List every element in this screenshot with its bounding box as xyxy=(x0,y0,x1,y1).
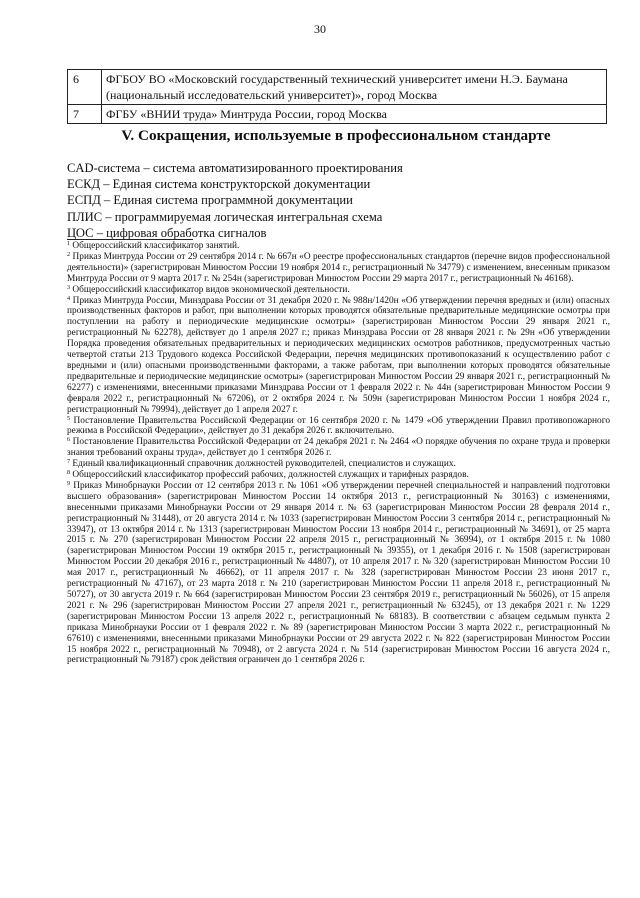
footnote xyxy=(67,459,610,470)
list-item: ПЛИС – программируемая логическая интегральная схема xyxy=(67,209,383,224)
footnote-mark: 9 xyxy=(67,479,71,487)
organization-name: ФГБОУ ВО «Московский государственный технический университет имени Н.Э. Баумана (национальный исследовательский университет)», город Москва xyxy=(102,70,607,105)
footnote xyxy=(67,437,610,459)
footnote xyxy=(67,252,610,285)
row-number: 6 xyxy=(68,70,102,105)
footnotes xyxy=(67,241,610,666)
footnote-mark: 6 xyxy=(67,436,71,444)
footnote-text: Общероссийский классификатор видов экономической деятельности. xyxy=(70,284,350,295)
page-number: 30 xyxy=(314,22,326,36)
footnote-mark: 4 xyxy=(67,294,71,302)
list-item: ЕСПД – Единая система программной документации xyxy=(67,193,353,208)
footnote-text: Общероссийский классификатор занятий. xyxy=(70,241,240,251)
footnote-mark: 3 xyxy=(67,283,71,291)
organization-name: ФГБУ «ВНИИ труда» Минтруда России, город Москва xyxy=(102,105,607,124)
list-item: ЦОС – цифровая обработка сигналов xyxy=(67,225,267,240)
footnote xyxy=(67,241,610,252)
footnote-text: Общероссийский классификатор профессий рабочих, должностей служащих и тарифных разрядов. xyxy=(70,470,469,481)
footnote-text: Приказ Минтруда России, Минздрава России от 31 декабря 2020 г. № 988н/1420н «Об утверждении перечня вредных и (или) опасных производственных факторов и работ, при выполнении которых проводятся обязательные предварительные медицинские осмотры при поступлении на работу и периодические медицинские осмотры» (зарегистрирован Минюстом России 29 января 2021 г., регистрационный № 62278), действует до 1 апреля 2027 г.; приказ Минздрава России от 28 января 2021 г. № 29н «Об утверждении Порядка проведения обязательных предварительных и периодических медицинских осмотров работников, предусмотренных частью четвертой статьи 213 Трудового кодекса Российской Федерации, перечня медицинских противопоказаний к осуществлению работ с вредными и (или) опасными производственными факторами, а также работам, при выполнении которых проводятся обязательные предварительные и периодические медицинские осмотры» (зарегистрирован Минюстом России 29 января 2021 г., регистрационный № 62277) с изменениями, внесенными приказами Минздрава России от 1 февраля 2022 г. № 44н (зарегистрирован Минюстом России 9 февраля 2022 г., регистрационный № 67206), от 2 октября 2024 г. № 509н (зарегистрирован Минюстом России 1 ноября 2024 г., регистрационный № 79994), действует до 1 апреля 2027 г. xyxy=(67,295,610,415)
footnote-text: Единый квалификационный справочник должностей руководителей, специалистов и служащих. xyxy=(70,459,456,470)
footnote-divider xyxy=(67,239,193,240)
list-item: CAD-система – система автоматизированного проектирования xyxy=(67,161,403,175)
footnote xyxy=(67,296,610,416)
footnote-mark: 5 xyxy=(67,414,71,422)
footnote xyxy=(67,416,610,438)
footnote-text: Приказ Минтруда России от 29 сентября 2014 г. № 667н «О реестре профессиональных стандартов (перечне видов профессиональной деятельности)» (зарегистрирован Минюстом России 19 ноября 2014 г., регистрационный № 34779) с изменением, внесенным приказом Минтруда России от 9 марта 2017 г. № 254н (зарегистрирован Минюстом России 29 марта 2017 г., регистрационный № 46168). xyxy=(67,251,610,284)
footnote-text: Приказ Минобрнауки России от 12 сентября 2013 г. № 1061 «Об утверждении перечней специальностей и направлений подготовки высшего образования» (зарегистрирован Минюстом России 14 октября 2013 г., регистрационный № 30163) с изменениями, внесенными приказами Минобрнауки России от 29 января 2014 г. № 63 (зарегистрирован Минюстом России 28 февраля 2014 г., регистрационный № 31448), от 20 августа 2014 г. № 1033 (зарегистрирован Минюстом России 3 сентября 2014 г., регистрационный № 33947), от 13 октября 2014 г. № 1313 (зарегистрирован Минюстом России 13 ноября 2014 г., регистрационный № 34691), от 25 марта 2015 г. № 270 (зарегистрирован Минюстом России 22 апреля 2015 г., регистрационный № 36994), от 1 октября 2015 г. № 1080 (зарегистрирован Минюстом России 19 октября 2015 г., регистрационный № 39355), от 1 декабря 2016 г. № 1508 (зарегистрирован Минюстом России 20 декабря 2016 г., регистрационный № 44807), от 10 апреля 2017 г. № 320 (зарегистрирован Минюстом России 10 мая 2017 г., регистрационный № 46662), от 11 апреля 2017 г. № 328 (зарегистрирован Минюстом России 23 июня 2017 г., регистрационный № 47167), от 23 марта 2018 г. № 210 (зарегистрирован Минюстом России 11 апреля 2018 г., регистрационный № 50727), от 30 августа 2019 г. № 664 (зарегистрирован Минюстом России 23 сентября 2019 г., регистрационный № 56026), от 15 апреля 2021 г. № 296 (зарегистрирован Минюстом России 27 апреля 2021 г., регистрационный № 63245), от 13 декабря 2021 г. № 1229 (зарегистрирован Минюстом России 13 апреля 2022 г., регистрационный № 68183). В соответствии с абзацем седьмым пункта 2 приказа Минобрнауки России от 1 февраля 2022 г. № 89 (зарегистрирован Минюстом России 3 марта 2022 г., регистрационный № 67610) с изменениями, внесенными приказами Минобрнауки России от 29 августа 2022 г. № 822 (зарегистрирован Минюстом России 15 ноября 2022 г., регистрационный № 70948), от 2 августа 2024 г. № 514 (зарегистрирован Минюстом России 16 августа 2024 г., регистрационный № 79187) срок действия ограничен до 1 сентября 2026 г. xyxy=(67,480,610,666)
footnote-mark: 7 xyxy=(67,458,71,466)
developer-organizations-table xyxy=(67,69,607,124)
row-number: 7 xyxy=(68,105,102,124)
section-heading: V. Сокращения, используемые в профессиональном стандарте xyxy=(121,127,551,144)
footnote-text: Постановление Правительства Российской Федерации от 16 сентября 2020 г. № 1479 «Об утверждении Правил противопожарного режима в Российской Федерации», действует до 31 декабря 2026 г. включительно. xyxy=(67,415,610,437)
footnote xyxy=(67,481,610,666)
footnote-mark: 1 xyxy=(67,240,71,247)
list-item: ЕСКД – Единая система конструкторской документации xyxy=(67,177,371,192)
footnote-mark: 8 xyxy=(67,469,71,477)
footnote-text: Постановление Правительства Российской Федерации от 24 декабря 2021 г. № 2464 «О порядке обучения по охране труда и проверки знания требований охраны труда», действует до 1 сентября 2026 г. xyxy=(67,437,610,459)
footnote xyxy=(67,285,610,296)
footnote-mark: 2 xyxy=(67,250,71,258)
abbreviations-list xyxy=(67,160,607,241)
table-row xyxy=(68,70,607,105)
table-row xyxy=(68,105,607,124)
footnote xyxy=(67,470,610,481)
